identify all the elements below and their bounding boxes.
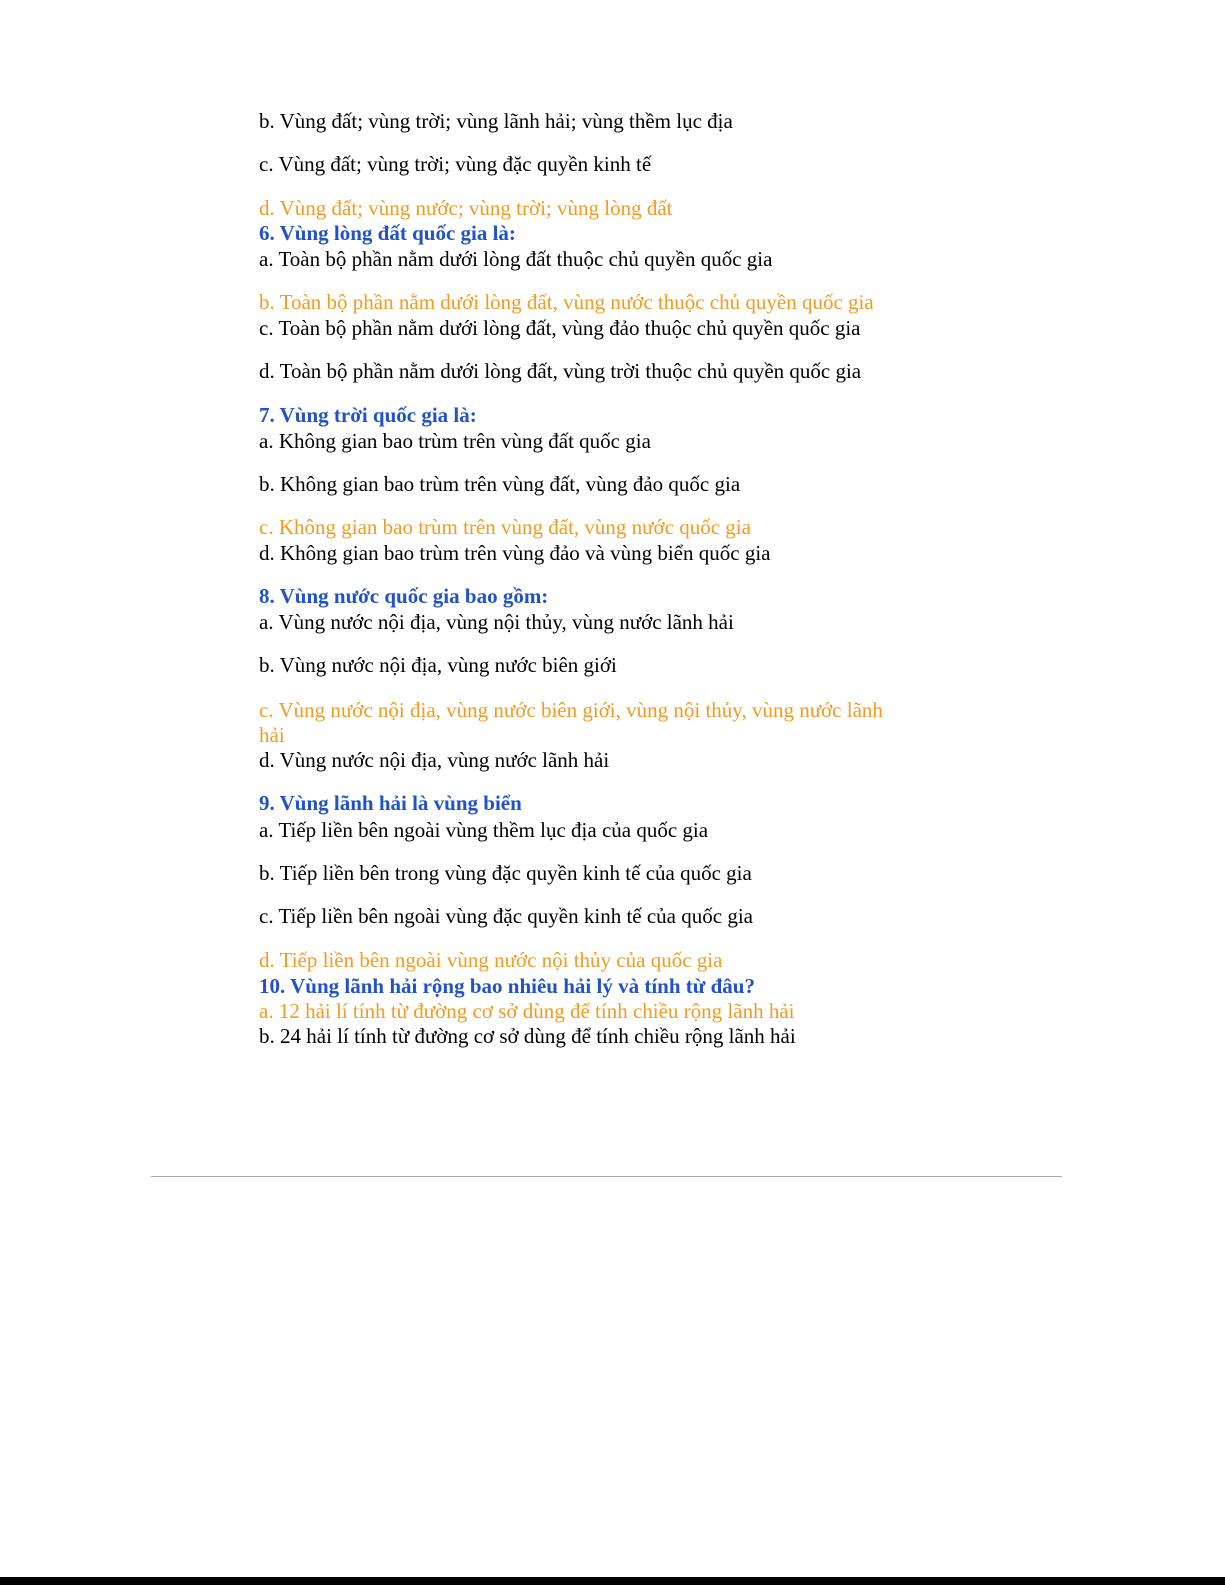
- correct-answer-line: c. Vùng nước nội địa, vùng nước biên giới, vùng nội thủy, vùng nước lãnh: [259, 698, 883, 722]
- correct-answer-line: b. Toàn bộ phần nằm dưới lòng đất, vùng nước thuộc chủ quyền quốc gia: [259, 290, 874, 314]
- option-line: a. Không gian bao trùm trên vùng đất quốc gia: [259, 429, 651, 453]
- option-line: c. Vùng đất; vùng trời; vùng đặc quyền kinh tế: [259, 152, 652, 176]
- option-line: a. Tiếp liền bên ngoài vùng thềm lục địa của quốc gia: [259, 818, 709, 842]
- question-9: 9. Vùng lãnh hải là vùng biển: [259, 791, 522, 815]
- option-line: a. Vùng nước nội địa, vùng nội thủy, vùng nước lãnh hải: [259, 610, 734, 634]
- correct-answer-line-continued: hải: [259, 723, 285, 747]
- bottom-border: [0, 1577, 1225, 1585]
- option-line: b. 24 hải lí tính từ đường cơ sở dùng để tính chiều rộng lãnh hải: [259, 1024, 796, 1048]
- option-line: d. Toàn bộ phần nằm dưới lòng đất, vùng trời thuộc chủ quyền quốc gia: [259, 359, 862, 383]
- option-line: b. Vùng nước nội địa, vùng nước biên giới: [259, 653, 617, 677]
- question-6: 6. Vùng lòng đất quốc gia là:: [259, 221, 516, 245]
- correct-answer-line: d. Vùng đất; vùng nước; vùng trời; vùng lòng đất: [259, 196, 673, 220]
- correct-answer-line: c. Không gian bao trùm trên vùng đất, vùng nước quốc gia: [259, 515, 751, 539]
- option-line: b. Tiếp liền bên trong vùng đặc quyền kinh tế của quốc gia: [259, 861, 752, 885]
- question-7: 7. Vùng trời quốc gia là:: [259, 403, 477, 427]
- option-line: c. Tiếp liền bên ngoài vùng đặc quyền kinh tế của quốc gia: [259, 904, 753, 928]
- correct-answer-line: d. Tiếp liền bên ngoài vùng nước nội thủy của quốc gia: [259, 948, 723, 972]
- option-line: b. Không gian bao trùm trên vùng đất, vùng đảo quốc gia: [259, 472, 741, 496]
- option-line: c. Toàn bộ phần nằm dưới lòng đất, vùng đảo thuộc chủ quyền quốc gia: [259, 316, 861, 340]
- question-10: 10. Vùng lãnh hải rộng bao nhiêu hải lý và tính từ đâu?: [259, 974, 755, 998]
- option-line: a. Toàn bộ phần nằm dưới lòng đất thuộc chủ quyền quốc gia: [259, 247, 773, 271]
- option-line: b. Vùng đất; vùng trời; vùng lãnh hải; vùng thềm lục địa: [259, 109, 733, 133]
- option-line: d. Vùng nước nội địa, vùng nước lãnh hải: [259, 748, 610, 772]
- option-line: d. Không gian bao trùm trên vùng đảo và vùng biển quốc gia: [259, 541, 771, 565]
- correct-answer-line: a. 12 hải lí tính từ đường cơ sở dùng để tính chiều rộng lãnh hải: [259, 999, 795, 1023]
- question-8: 8. Vùng nước quốc gia bao gồm:: [259, 584, 549, 608]
- page-separator-line: [151, 1176, 1062, 1177]
